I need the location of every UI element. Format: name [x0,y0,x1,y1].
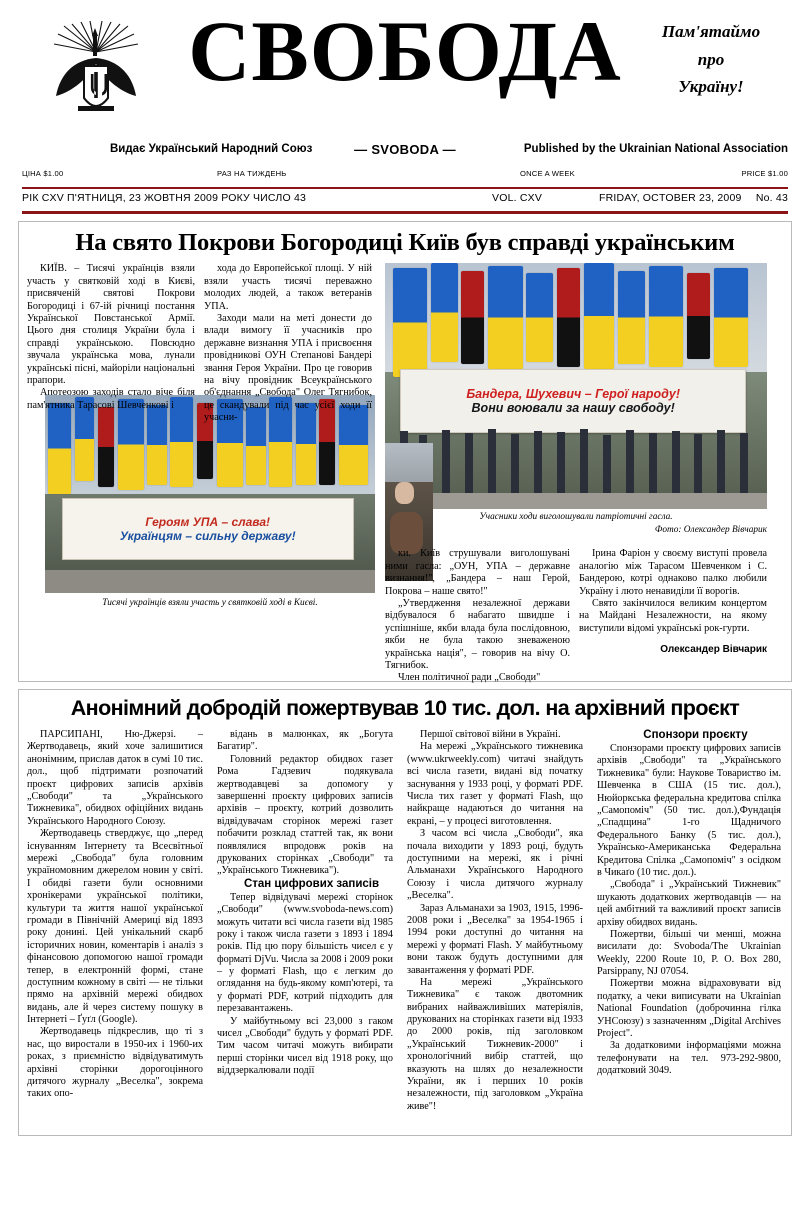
frequency-ua: РАЗ НА ТИЖДЕНЬ [217,169,287,178]
paragraph: Першої світової війни в Україні. [420,729,561,741]
paragraph: Ірина Фаріон у своєму виступі провела аналогію між Тарасом Шевченком і С. Бандерою, котрі однаково палко любили Україну і люто ненавиділи її ворогів. [579,548,767,597]
article-lead-body [27,263,783,684]
article-secondary-headline: Анонімний добродій пожертвував 10 тис. дол. на архівний проєкт [70,696,740,721]
photo-caption-1-text: Учасники ходи виголошували патріотичні гасла. [479,512,673,523]
slogan [636,18,786,101]
article-lead-col-3 [385,548,570,684]
article-lead-headline: На свято Покрови Богородиці Київ був справді українським [75,229,735,256]
slogan-line-1: Пам'ятаймо [661,22,761,41]
article-lead-col-2 [204,263,372,424]
volume: VOL. CXV [492,191,543,204]
dateline-en: FRIDAY, OCTOBER 23, 2009 [599,191,742,204]
paragraph: Жертводавець підкреслив, що ті з нас, що виростали в 1950-их і 1960-их роках, з приємністю відвідуватимуть архівні сторінки дорогоцінного дитячого журналу „Веселка", зокрема таких опо- [27,1026,203,1100]
article-secondary-col-3 [407,729,583,1113]
page-title: СВОБОДА [188,3,622,99]
masthead [0,0,810,135]
paragraph: З часом всі числа „Свободи", яка почала виходити у 1893 році, будуть доступними на мережі, як і річні Альманахи Українського Народного Союзу і числа дитячого журналу „Веселка". [407,828,583,902]
upa-banner-line-2: Українцям – сильну державу! [119,529,296,544]
upa-banner [62,498,354,559]
publisher-ua: Видає Український Народний Союз [110,143,313,155]
masthead-rule-bottom [22,211,788,215]
slogan-line-3: Україну! [678,77,744,97]
paragraph: Спонзорами проєкту цифрових записів архівів „Свободи" та „Українського Тижневика" були: Наукове Товариство ім. Шевченка в США (15 тис. дол.), Нюйоркська федеральна кредитова спілка „Самопоміч" (50 тис. дол.),Фундація „Спадщина" 1-го Щадничого Федерального Банку (5 тис. дол.), Українсько-Американська Федеральна Кредитова Спілка „Самопоміч" з осідком в Чикаґо (10 тис. дол.). [597,743,781,878]
march-banner-photo [385,263,767,509]
publisher-line [22,141,788,163]
article-lead-col-1 [27,263,195,412]
protest-banner-line-1: Бандера, Шухевич – Герої народу! [466,386,681,401]
upa-banner-line-1: Героям УПА – слава! [145,515,271,530]
dateline-row [22,189,788,211]
article-secondary-body [27,729,783,1131]
paragraph: хода до Европейської площі. У ній взяли участь тисячі переважно молодих людей, а також ветеранів УПА. [204,263,372,312]
subheading-sponsors: Спонзори проєкту [643,729,748,742]
photo-caption-2: Тисячі українців взяли участь у святковій ході в Києві. [102,598,318,609]
article-secondary-col-1 [27,729,203,1101]
paragraph: На мережі „Українського тижневика (www.ukrweekly.com) читачі знайдуть всі числа газети, видані від початку заснування у 1933 році, у форматі PDF. Числа тих газет у форматі Flash, що найкраще надаються до читання на екрані, – у процесі виготовлення. [407,741,583,827]
article-lead-col-4 [579,548,767,656]
price-ua: ЦІНА $1.00 [22,169,64,178]
paragraph: Зараз Альманахи за 1903, 1915, 1996-2008 роки і „Веселка" за 1954-1965 і 1994 роки доступні до читання на мережі у форматі Flash. У майбутньому вони також будуть доступними для завантаження у форматі PDF. [407,902,583,976]
paragraph: Жертводавець стверджує, що „перед існуванням Інтернету та Всесвітньої мережі „Свобода" була головним україномовним джерелом новин у світі. І обидві газети були основними хронікерами української політики, культури та життя нашої української громади в Північній Америці від 1893 року донині. Цей унікальний скарб історичних новин, коментарів і аналіз з фінансовою допомогою нашої громади тепер, в електронній формі, стане доступним кожному в світі — не тільки прямо на архівній мережі обидвох видань, але й через систему пошуку в Інтернеті – Ґуґл (Google). [27,828,203,1026]
slogan-line-2: про [697,49,725,69]
paragraph: „Свобода" і „Український Тижневик" шукають додаткових жертводавців — на цей амбітний та важливий проєкт записів архіву обидвох видань. [597,879,781,928]
paragraph: Тепер відвідувачі мережі сторінок „Свободи" (www.svoboda-news.com) можуть читати всі числа газети від 1985 року і також числа газети з 1893 і 1894 років. Під цю пору більшість чисел є у форматі DjVu. Числа за 2008 і 2009 роки – у форматі Flash, що є легким до оглядання на будь-якому комп'ютері, та у форматі PDF, котрий підходить для перезавантажень. [217,891,393,1015]
price-line [22,169,788,185]
crowd-legs [385,406,767,509]
frequency-en: ONCE A WEEK [520,169,575,178]
latin-name: — SVOBODA — [354,142,456,157]
subheading-digital-records: Стан цифрових записів [243,877,380,890]
paragraph: Пожертви, більші чи менші, можна висилати до: Svoboda/The Ukrainian Weekly, 2200 Route 10, P. O. Box 280, Parsippany, NJ 07054. [597,928,781,978]
dateline-ua: РІК CXV П'ЯТНИЦЯ, 23 ЖОВТНЯ 2009 РОКУ ЧИСЛО 43 [22,191,307,204]
paragraph: Головний редактор обидвох газет Рома Гадзевич подякувала жертводавцеві за допомогу у завершенні проєкту цифрових записів архівів – проєкту, котрий дозволить відвідувачам сторінок мережі газет побачити розклад статтей так, як вони появлялися впродовж років на друкованих сторінках „Свободи" та „Українського Тижневика"). [217,753,393,877]
article-lead [18,221,792,682]
article-secondary-col-4 [597,729,781,1078]
paragraph: Член політичної ради „Свободи" [398,672,541,684]
publisher-en: Published by the Ukrainian National Association [523,143,788,155]
article-lead-byline: Олександер Вівчарик [660,644,767,656]
paragraph: На мережі „Українського Тижневика" є також двотомник вибраних найважливіших матеріялів, друкованих на сторінках газети від 1933 до 2000 років, під заголовком „Український Тижневик-2000" і хронологічний вибір статтей, що вказують на шлях до незалежности України, як і перших 10 років незалежности, під заголовком „Україна живе"! [407,976,583,1112]
issue-number: No. 43 [755,191,788,204]
paragraph: ПАРСИПАНІ, Ню-Джерзі. – Жертводавець, який хоче залишитися анонімним, прислав даток в сумі 10 тис. дол., щоб підтримати розпочатий проєкт цифрових записів архівів „Свободи" та „Українського Тижневика", обидвох офіційних видань Українського Народного Союзу. [27,729,203,827]
paragraph: Свято закінчилося великим концертом на Майдані Незалежности, на якому виступили відомі українські рок-гурти. [579,598,767,634]
paragraph: ки. Київ струшували виголошувані ними гасла: „ОУН, УПА – державне визнання!", „Бандера – наш Герой, Покрова – наше свято!" [385,548,570,597]
paragraph: КИЇВ. – Тисячі українців взяли участь у святковій ході в Києві, присвяченій святові Покрови Богородиці і 67-ій річниці постання Української Повстанської Армії. Цього дня столиця України була і справді українською. Повсюдно звучала українська мова, лунали українські пісні, майоріли національні прапори. [27,263,195,386]
paragraph: Заходи мали на меті донести до влади вимогу її учасників про державне визнання УПА і присвоєння провідникові ОУН Степанові Бандері звання Героя України. Про це говорив на вічу провідник Всеукраїнського об'єднання „Свобода" Олег Тягнибок, це скандували під час усієї ходи її учасни- [204,313,372,424]
paragraph: відань в малюнках, як „Богута Багатир". [217,729,393,753]
photo-caption-1 [385,511,767,535]
price-en: PRICE $1.00 [741,169,788,178]
paragraph: „Утвердження незалежної держави відбувалося б набагато швидше і успішніше, якби влада була послідовною, якби не була такою зневаженою українська нація", – говорив на вічу О. Тягнибок. [385,598,570,671]
article-secondary-col-2 [217,729,393,1078]
protest-banner-line-2: Вони воювали за нашу свободу! [471,400,675,415]
article-secondary [18,689,792,1136]
paragraph: Апотеозою заходів стало віче біля пам'ятника Тарасові Шевченкові і [27,387,195,411]
paragraph: За додатковими інформаціями можна телефонувати на тел. 973-292-9800, додатковий 3049. [597,1040,781,1077]
paragraph: У майбутньому всі 23,000 з гаком чисел „Свободи" будуть у форматі PDF. Тим часом читачі можуть вибирати перші сторінки чисел від 1918 року, що віддзеркалювали події [217,1015,393,1077]
crowd-banner-photo [45,395,375,593]
paragraph: Пожертви можна відраховувати від податку, а чеки виписувати на Ukrainian National Foundation (доброчинна гілка УНСоюзу) з зазначенням „Digital Archives Project". [597,978,781,1040]
photo-caption-1-credit: Фото: Олександер Вівчарик [654,524,767,535]
